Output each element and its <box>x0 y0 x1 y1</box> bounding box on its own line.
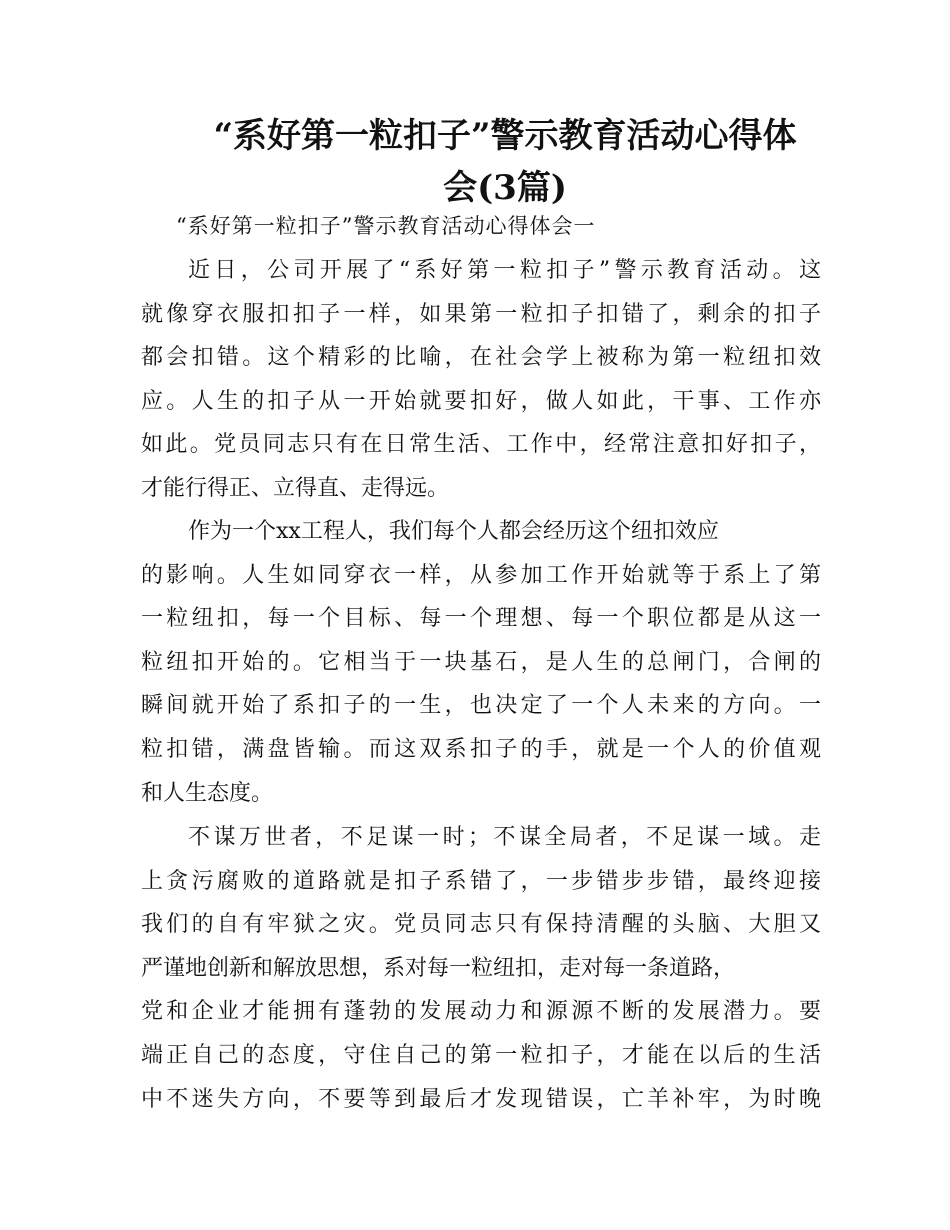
text-line: 严谨地创新和解放思想，系对每一粒纽扣，走对每一条道路， <box>141 955 736 981</box>
text-line: 我们的自有牢狱之灾。党员同志只有保持清醒的头脑、大胆又 <box>141 912 821 938</box>
text-line: 作为一个xx工程人，我们每个人都会经历这个纽扣效应 <box>188 519 719 544</box>
text-line: 粒扣错，满盘皆输。而这双系扣子的手，就是一个人的价值观 <box>141 736 821 762</box>
text-line: 才能行得正、立得直、走得远。 <box>141 475 450 501</box>
text-line: 和人生态度。 <box>141 780 274 806</box>
text-line: 瞬间就开始了系扣子的一生，也决定了一个人未来的方向。一 <box>141 693 821 719</box>
text-line: 一粒纽扣，每一个目标、每一个理想、每一个职位都是从这一 <box>141 606 821 632</box>
text-line: 中不迷失方向，不要等到最后才发现错误，亡羊补牢，为时晚 <box>141 1086 821 1112</box>
text-line: 就像穿衣服扣扣子一样，如果第一粒扣子扣错了，剩余的扣子 <box>141 301 821 327</box>
section-heading: “系好第一粒扣子”警示教育活动心得体会一 <box>176 214 596 238</box>
text-line: 如此。党员同志只有在日常生活、工作中，经常注意扣好扣子， <box>141 432 821 458</box>
text-line: 都会扣错。这个精彩的比喻，在社会学上被称为第一粒纽扣效 <box>141 345 821 371</box>
title-line: 会(3篇) <box>443 168 567 208</box>
paragraph-3 <box>141 816 821 1121</box>
text-line: 的影响。人生如同穿衣一样，从参加工作开始就等于系上了第 <box>141 562 821 588</box>
title-line: “系好第一粒扣子”警示教育活动心得体 <box>213 116 797 156</box>
text-line: 应。人生的扣子从一开始就要扣好，做人如此，干事、工作亦 <box>141 388 821 414</box>
text-line: 上贪污腐败的道路就是扣子系错了，一步错步步错，最终迎接 <box>141 868 821 894</box>
paragraph-1 <box>141 249 821 511</box>
document-title <box>180 110 830 214</box>
text-line: 端正自己的态度，守住自己的第一粒扣子，才能在以后的生活 <box>141 1042 821 1068</box>
text-line: 近日，公司开展了“系好第一粒扣子”警示教育活动。这 <box>188 258 821 283</box>
paragraph-2 <box>141 510 821 815</box>
text-line: 粒纽扣开始的。它相当于一块基石，是人生的总闸门，合闸的 <box>141 649 821 675</box>
text-line: 不谋万世者，不足谋一时；不谋全局者，不足谋一域。走 <box>188 825 821 850</box>
text-line: 党和企业才能拥有蓬勃的发展动力和源源不断的发展潜力。要 <box>141 999 821 1025</box>
